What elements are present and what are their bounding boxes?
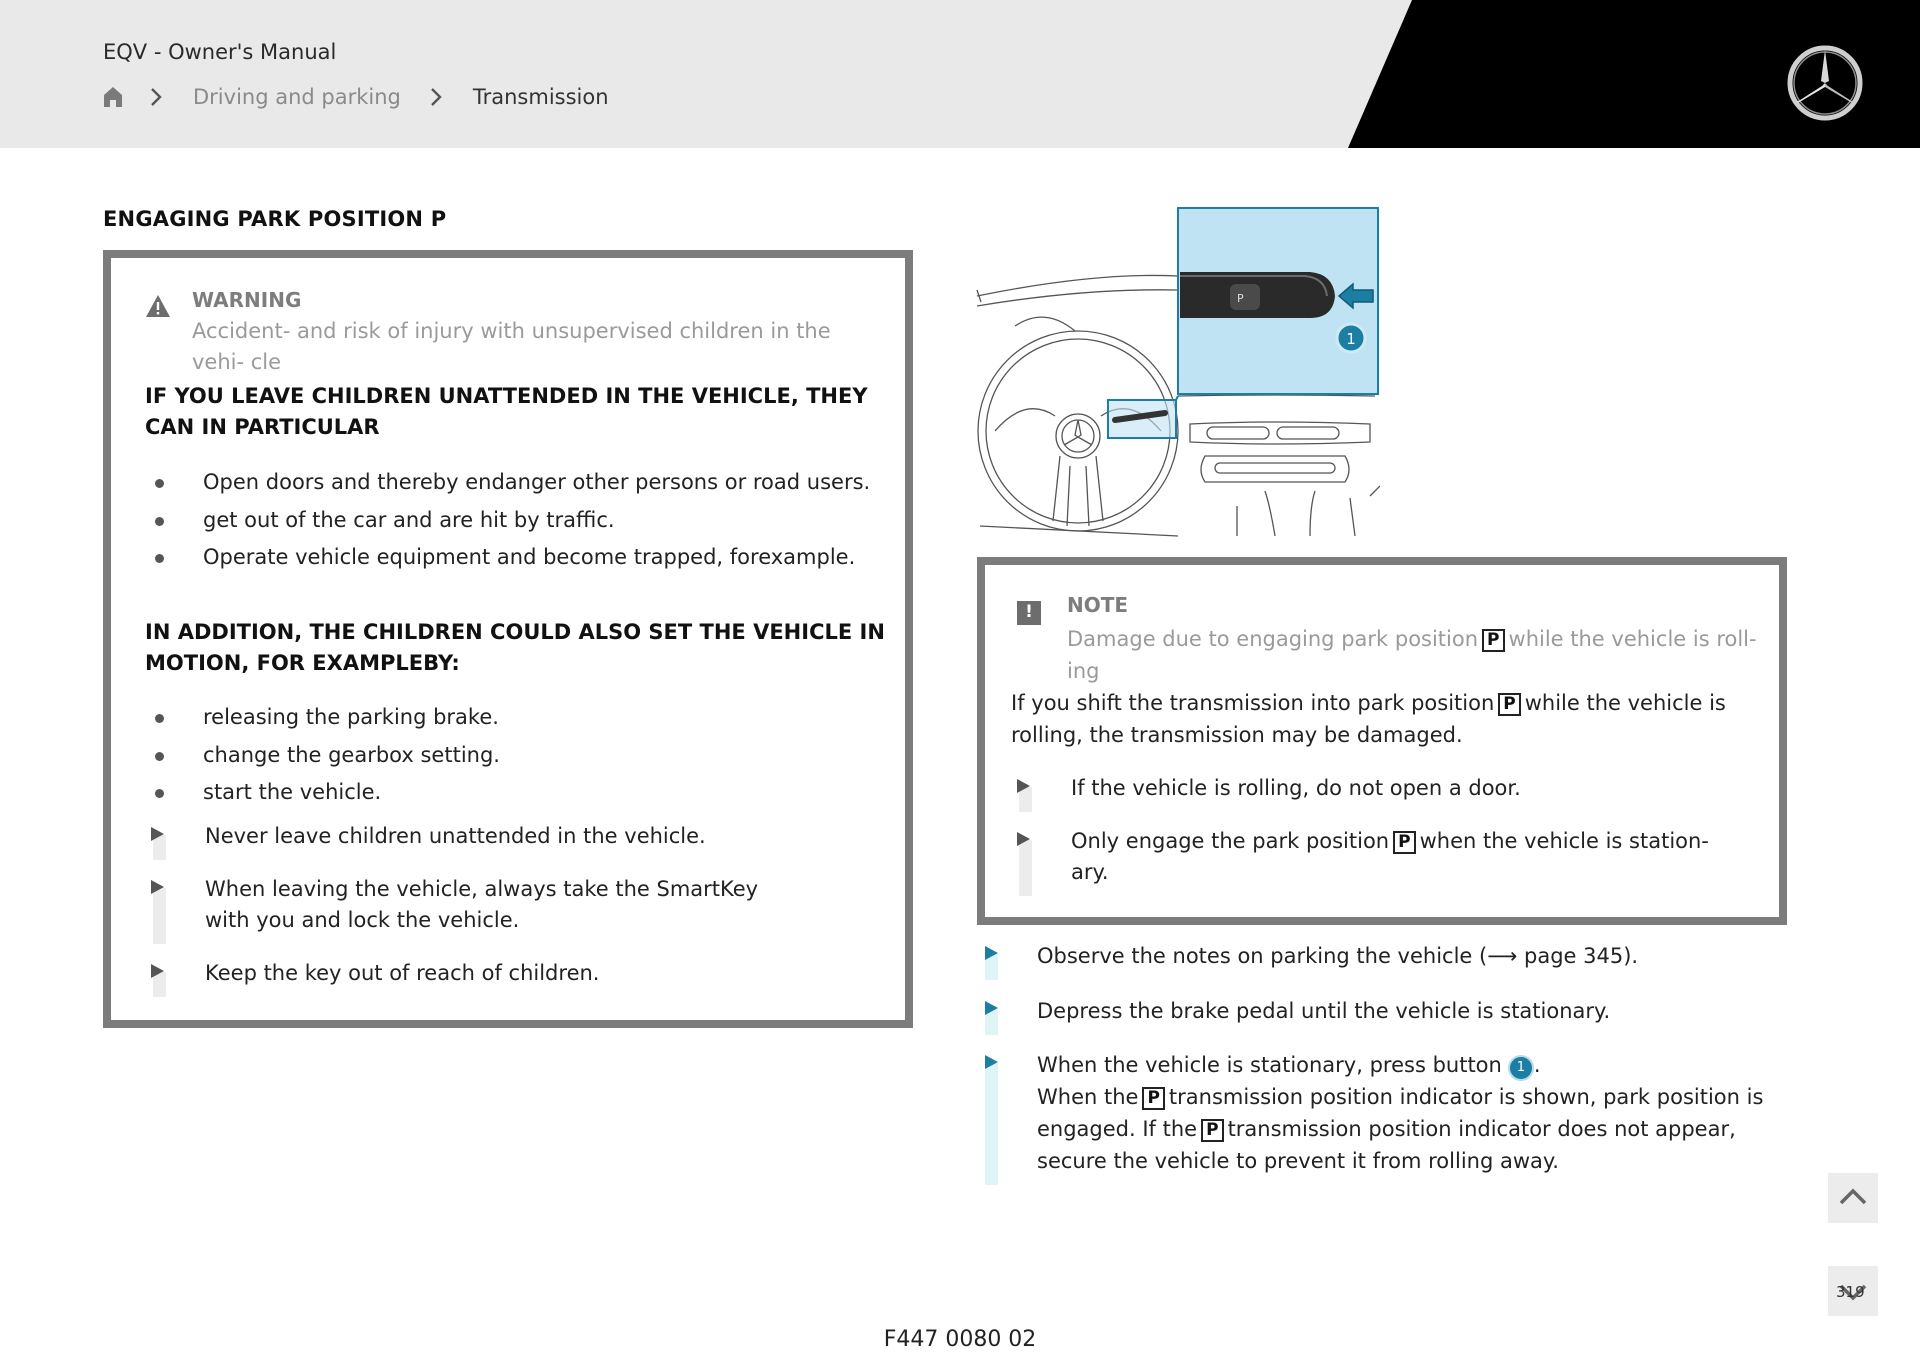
arrow-right-icon	[151, 880, 164, 894]
arrow-right-icon	[1017, 779, 1030, 793]
lever-p-label: P	[1237, 292, 1244, 305]
list-item: start the vehicle.	[145, 776, 885, 814]
callout-badge: 1	[1508, 1055, 1534, 1081]
result-text: transmission position indicator is shown, park position is engaged. If the	[1037, 1085, 1764, 1141]
warning-triangle-icon	[145, 294, 171, 318]
note-step	[1011, 826, 1711, 888]
home-icon[interactable]	[103, 86, 123, 108]
warning-box	[103, 250, 913, 1028]
warning-title: WARNING	[192, 288, 302, 312]
chevron-right-icon	[149, 86, 163, 108]
note-subtitle	[1067, 623, 1757, 687]
p-symbol: P	[1482, 629, 1504, 652]
warning-step	[145, 821, 885, 852]
list-item: releasing the parking brake.	[145, 701, 885, 739]
result-text: transmission position indicator does not appear, secure the vehicle to prevent it from rolling away.	[1037, 1117, 1736, 1173]
warning-bullet-list-1	[145, 466, 885, 579]
note-title: NOTE	[1067, 593, 1129, 617]
transmission-lever-illustration	[975, 206, 1380, 538]
step-text: when the vehicle is station- ary.	[1071, 829, 1709, 884]
section-title: ENGAGING PARK POSITION P	[103, 207, 447, 231]
p-symbol: P	[1142, 1087, 1164, 1110]
scroll-up-button[interactable]	[1828, 1173, 1878, 1223]
note-body-text: If you shift the transmission into park position	[1011, 691, 1495, 715]
chevron-right-icon	[429, 86, 443, 108]
step-text: Keep the key out of reach of children.	[205, 961, 600, 985]
breadcrumb	[103, 82, 609, 112]
warning-step	[145, 958, 885, 989]
note-box	[977, 557, 1787, 925]
step-text: Never leave children unattended in the vehicle.	[205, 824, 706, 848]
exclamation-icon: !	[1017, 601, 1041, 625]
main-step	[985, 940, 1765, 972]
step-text: When leaving the vehicle, always take the SmartKey with you and lock the vehicle.	[205, 877, 759, 932]
note-body-text: while the vehicle is rolling, the transmission may be damaged.	[1011, 691, 1726, 747]
arrow-right-icon	[985, 1001, 998, 1015]
list-item: Open doors and thereby endanger other persons or road users.	[145, 466, 885, 504]
p-symbol: P	[1498, 693, 1520, 716]
app-title: EQV - Owner's Manual	[103, 40, 337, 64]
note-subtitle-text: while the vehicle is roll- ing	[1067, 627, 1757, 683]
callout-number: 1	[1346, 330, 1356, 348]
step-bar	[1019, 840, 1032, 896]
breadcrumb-transmission: Transmission	[472, 85, 609, 109]
step-text: When the vehicle is stationary, press button	[1037, 1053, 1502, 1077]
page-number: 319	[1836, 1283, 1865, 1301]
mercedes-star-logo	[1786, 44, 1864, 122]
step-result	[1037, 1081, 1765, 1177]
step-bar	[985, 1063, 998, 1185]
step-bar	[153, 888, 166, 944]
warning-steps	[145, 821, 885, 989]
arrow-right-icon	[985, 946, 998, 960]
step-text: .	[1533, 1053, 1541, 1077]
note-step	[1011, 773, 1751, 804]
warning-subtitle: Accident- and risk of injury with unsupervised children in the vehi- cle	[192, 319, 831, 374]
list-item: get out of the car and are hit by traffic.	[145, 504, 885, 542]
main-step	[985, 1049, 1765, 1177]
result-text: When the	[1037, 1085, 1139, 1109]
chevron-up-icon	[1828, 1173, 1878, 1223]
step-text: If the vehicle is rolling, do not open a door.	[1071, 776, 1521, 800]
list-item: Operate vehicle equipment and become trapped, forexample.	[145, 541, 885, 579]
note-subtitle-text: Damage due to engaging park position	[1067, 627, 1479, 651]
note-body	[1011, 687, 1751, 888]
arrow-right-icon	[1017, 832, 1030, 846]
arrow-right-icon	[151, 827, 164, 841]
step-text: Only engage the park position	[1071, 829, 1390, 853]
p-symbol: P	[1201, 1119, 1223, 1142]
breadcrumb-driving-and-parking[interactable]: Driving and parking	[193, 85, 401, 109]
list-item: change the gearbox setting.	[145, 739, 885, 777]
step-text: Depress the brake pedal until the vehicle is stationary.	[1037, 999, 1611, 1023]
arrow-right-icon	[151, 964, 164, 978]
warning-bullet-list-2	[145, 701, 885, 814]
p-symbol: P	[1393, 831, 1415, 854]
main-step	[985, 995, 1765, 1027]
main-steps	[985, 940, 1765, 1177]
document-code: F447 0080 02	[883, 1327, 1037, 1352]
warning-heading-1: IF YOU LEAVE CHILDREN UNATTENDED IN THE VEHICLE, THEY CAN IN PARTICULAR	[145, 384, 868, 439]
step-text: Observe the notes on parking the vehicle (⟶ page 345).	[1037, 944, 1639, 968]
warning-heading-2: IN ADDITION, THE CHILDREN COULD ALSO SET THE VEHICLE IN MOTION, FOR EXAMPLEBY:	[145, 620, 885, 675]
arrow-right-icon	[985, 1055, 998, 1069]
warning-step	[145, 874, 805, 936]
